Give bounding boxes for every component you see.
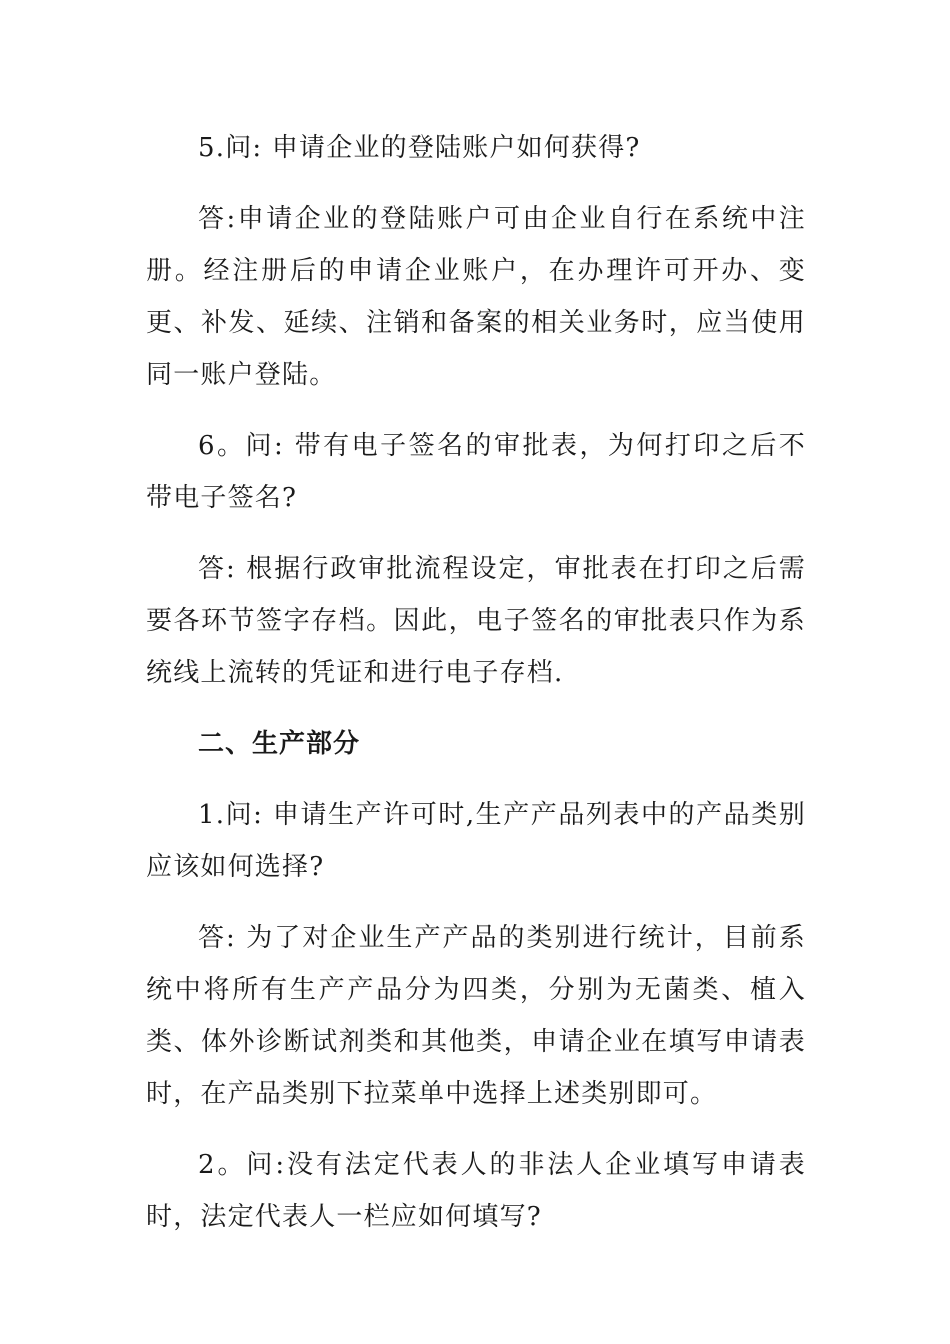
production-question-2: 2。问:没有法定代表人的非法人企业填写申请表时，法定代表人一栏应如何填写? — [146, 1150, 806, 1232]
production-question-1: 1.问: 申请生产许可时,生产产品列表中的产品类别应该如何选择? — [146, 800, 806, 882]
answer-5: 答:申请企业的登陆账户可由企业自行在系统中注册。经注册后的申请企业账户，在办理许可开办、变更、补发、延续、注销和备案的相关业务时，应当使用同一账户登陆。 — [146, 204, 806, 390]
section-heading-production: 二、生产部分 — [198, 729, 361, 759]
question-5: 5.问: 申请企业的登陆账户如何获得? — [198, 133, 641, 163]
question-6: 6。问: 带有电子签名的审批表，为何打印之后不带电子签名? — [146, 431, 806, 513]
document-body — [146, 122, 806, 1262]
answer-6: 答: 根据行政审批流程设定，审批表在打印之后需要各环节签字存档。因此，电子签名的审批表只作为系统线上流转的凭证和进行电子存档. — [146, 554, 806, 688]
production-answer-1: 答: 为了对企业生产产品的类别进行统计，目前系统中将所有生产产品分为四类，分别为无菌类、植入类、体外诊断试剂类和其他类，申请企业在填写申请表时，在产品类别下拉菜单中选择上述类别即可。 — [146, 923, 806, 1109]
